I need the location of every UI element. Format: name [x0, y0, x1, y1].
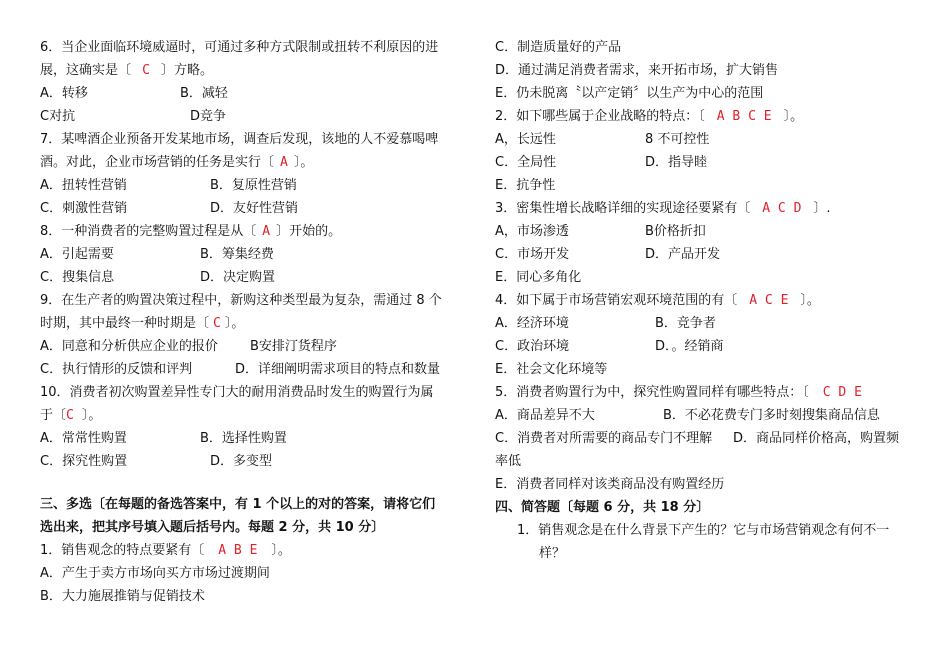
- mq5-text: 5．消费者购置行为中，探究性购置同样有哪些特点：〔: [495, 385, 809, 400]
- q9-text: 时期，其中最终一种时期是〔: [40, 316, 210, 331]
- q7-option-d: D．友好性营销: [210, 201, 299, 216]
- mq5-option-d: D．商品同样价格高，购置频: [733, 431, 900, 446]
- mq3-options-row2: [495, 243, 920, 266]
- mq1-option-d: D．通过满足消费者需求，来开拓市场，扩大销售: [495, 63, 779, 78]
- mq4-answer: A C E: [749, 293, 789, 308]
- q8-answer: A: [262, 224, 271, 239]
- mq5-answer: C D E: [822, 385, 862, 400]
- mq3-text: 3．密集性增长战略详细的实现途径要紧有〔: [495, 201, 751, 216]
- mq3-option-a: A，市场渗透: [495, 224, 569, 239]
- q9-option-b: B安排汀货程序: [250, 339, 337, 354]
- mq2-option-d: D．指导睦: [645, 155, 708, 170]
- mq3-answer: A C D: [762, 201, 802, 216]
- mq5-options-row2: [495, 427, 920, 450]
- q10-text: 于〔: [40, 408, 67, 423]
- q7-text: 酒。对此，企业市场营销的任务是实行〔: [40, 155, 275, 170]
- mq2-option-b: 8 不可控性: [645, 132, 710, 147]
- mq3-option-b: B价格折扣: [645, 224, 706, 239]
- q10-answer: C: [66, 408, 74, 423]
- mq2-options-row1: [495, 128, 920, 151]
- q10-stem: 10．消费者初次购置差异性专门大的耐用消费品时发生的购置行为属: [40, 385, 434, 400]
- section3-heading: 三、多选〔在每题的备选答案中，有 1 个以上的对的答案，请将它们: [40, 497, 436, 512]
- q10-option-c: C．探究性购置: [40, 454, 128, 469]
- mq4-stem: [495, 289, 920, 312]
- q10-options-row1: [40, 427, 460, 450]
- q9-option-c: C．执行情形的反馈和评判: [40, 362, 193, 377]
- q8-option-c: C．搜集信息: [40, 270, 115, 285]
- mq1-option-b: B．大力施展推销与促销技术: [40, 589, 205, 604]
- sq1-stem-cont: 样？: [539, 546, 566, 561]
- sq1-stem: 1．销售观念是在什么背景下产生的？它与市场营销观念有何不一: [517, 523, 890, 538]
- q7-options-row1: [40, 174, 460, 197]
- q9-stem-cont: [40, 312, 460, 335]
- mq3-stem: [495, 197, 920, 220]
- q8-option-b: B．筹集经费: [200, 247, 274, 262]
- q6-option-c: C对抗: [40, 109, 76, 124]
- mq2-option-c: C．全局性: [495, 155, 557, 170]
- mq1-option-a: A．产生于卖方市场向买方市场过渡期间: [40, 566, 270, 581]
- mq3-text-end: 〕.: [813, 201, 831, 216]
- mq5-option-a: A．商品差异不大: [495, 408, 595, 423]
- q6-stem-cont: [40, 59, 460, 82]
- mq1-text-end: 〕。: [271, 543, 291, 558]
- right-column: [495, 36, 920, 565]
- q10-option-d: D．多变型: [210, 454, 273, 469]
- q9-text-end: 〕。: [224, 316, 245, 331]
- q7-stem-cont: [40, 151, 460, 174]
- mq5-option-c: C．消费者对所需要的商品专门不理解: [495, 431, 713, 446]
- q7-text-end: 〕。: [293, 155, 314, 170]
- q10-option-b: B．选择性购置: [200, 431, 287, 446]
- q8-options-row1: [40, 243, 460, 266]
- q8-text: 8．一种消费者的完整购置过程是从〔: [40, 224, 257, 239]
- q10-text-end: 〕。: [81, 408, 102, 423]
- q7-option-b: B．复原性营销: [210, 178, 297, 193]
- q8-text-end: 〕开始的。: [276, 224, 342, 239]
- q9-answer: C: [213, 316, 221, 331]
- q9-options-row1: [40, 335, 460, 358]
- mq4-options-row2: [495, 335, 920, 358]
- mq5-options-row1: [495, 404, 920, 427]
- q6-options-row1: [40, 82, 460, 105]
- mq4-text: 4．如下属于市场营销宏观环境范围的有〔: [495, 293, 738, 308]
- section3-heading-cont: 选出来，把其序号填入题后括号内。每题 2 分，共 10 分〕: [40, 520, 385, 535]
- q7-option-c: C．刺激性营销: [40, 201, 128, 216]
- q6-answer: C: [142, 63, 150, 78]
- mq2-text-end: 〕。: [783, 109, 804, 124]
- mq1-text: 1．销售观念的特点要紧有〔: [40, 543, 205, 558]
- q10-option-a: A．常常性购置: [40, 431, 127, 446]
- q8-option-a: A．引起需要: [40, 247, 114, 262]
- mq5-option-e: E．消费者同样对该类商品没有购置经历: [495, 477, 725, 492]
- q6-option-a: A．转移: [40, 86, 88, 101]
- q7-stem: 7．某啤酒企业预备开发某地市场，调查后发现，该地的人不爱慕喝啤: [40, 132, 439, 147]
- q8-options-row2: [40, 266, 460, 289]
- mq4-option-c: C．政治环境: [495, 339, 570, 354]
- mq1-option-e: E．仍未脱离〝以产定销〞以生产为中心的范围: [495, 86, 764, 101]
- mq3-option-d: D．产品开发: [645, 247, 721, 262]
- mq5-option-d-cont: 率低: [495, 454, 522, 469]
- mq5-stem: [495, 381, 920, 404]
- mq2-answer: A B C E: [716, 109, 772, 124]
- q6-options-row2: [40, 105, 460, 128]
- q6-option-d: D竞争: [190, 109, 227, 124]
- mq2-option-e: E．抗争性: [495, 178, 556, 193]
- q7-option-a: A．扭转性营销: [40, 178, 127, 193]
- mq4-options-row1: [495, 312, 920, 335]
- mq4-text-end: 〕。: [800, 293, 820, 308]
- mq2-text: 2．如下哪些属于企业战略的特点：〔: [495, 109, 705, 124]
- mq1-stem: [40, 539, 460, 562]
- mq2-stem: [495, 105, 920, 128]
- q8-option-d: D．决定购置: [200, 270, 276, 285]
- q9-option-d: D．详细阐明需求项目的特点和数量: [235, 362, 441, 377]
- mq1-answer: A B E: [218, 543, 258, 558]
- q9-options-row2: [40, 358, 460, 381]
- mq3-options-row1: [495, 220, 920, 243]
- mq3-option-e: E．同心多角化: [495, 270, 582, 285]
- q10-stem-cont: [40, 404, 460, 427]
- mq4-option-d: D．。经销商: [655, 339, 724, 354]
- q9-stem: 9．在生产者的购置决策过程中，新购这种类型最为复杂，需通过 8 个: [40, 293, 442, 308]
- q9-option-a: A．同意和分析供应企业的报价: [40, 339, 218, 354]
- q6-stem: 6．当企业面临环境威逼时，可通过多种方式限制或扭转不利原因的进: [40, 40, 439, 55]
- q8-stem: [40, 220, 460, 243]
- section4-heading: 四、简答题〔每题 6 分，共 18 分〕: [495, 500, 710, 515]
- mq3-option-c: C．市场开发: [495, 247, 570, 262]
- q6-option-b: B．减轻: [180, 86, 228, 101]
- q10-options-row2: [40, 450, 460, 473]
- mq2-option-a: A，长远性: [495, 132, 556, 147]
- mq4-option-b: B．竞争者: [655, 316, 716, 331]
- q6-text: 展，这确实是〔: [40, 63, 132, 78]
- mq5-option-b: B．不必花费专门多时刻搜集商品信息: [663, 408, 880, 423]
- q6-text-end: 〕方略。: [161, 63, 214, 78]
- q7-options-row2: [40, 197, 460, 220]
- mq4-option-e: E．社会文化环境等: [495, 362, 608, 377]
- q7-answer: A: [280, 155, 288, 170]
- mq1-option-c: C．制造质量好的产品: [495, 40, 622, 55]
- left-column: [40, 36, 460, 608]
- mq4-option-a: A．经济环境: [495, 316, 569, 331]
- mq2-options-row2: [495, 151, 920, 174]
